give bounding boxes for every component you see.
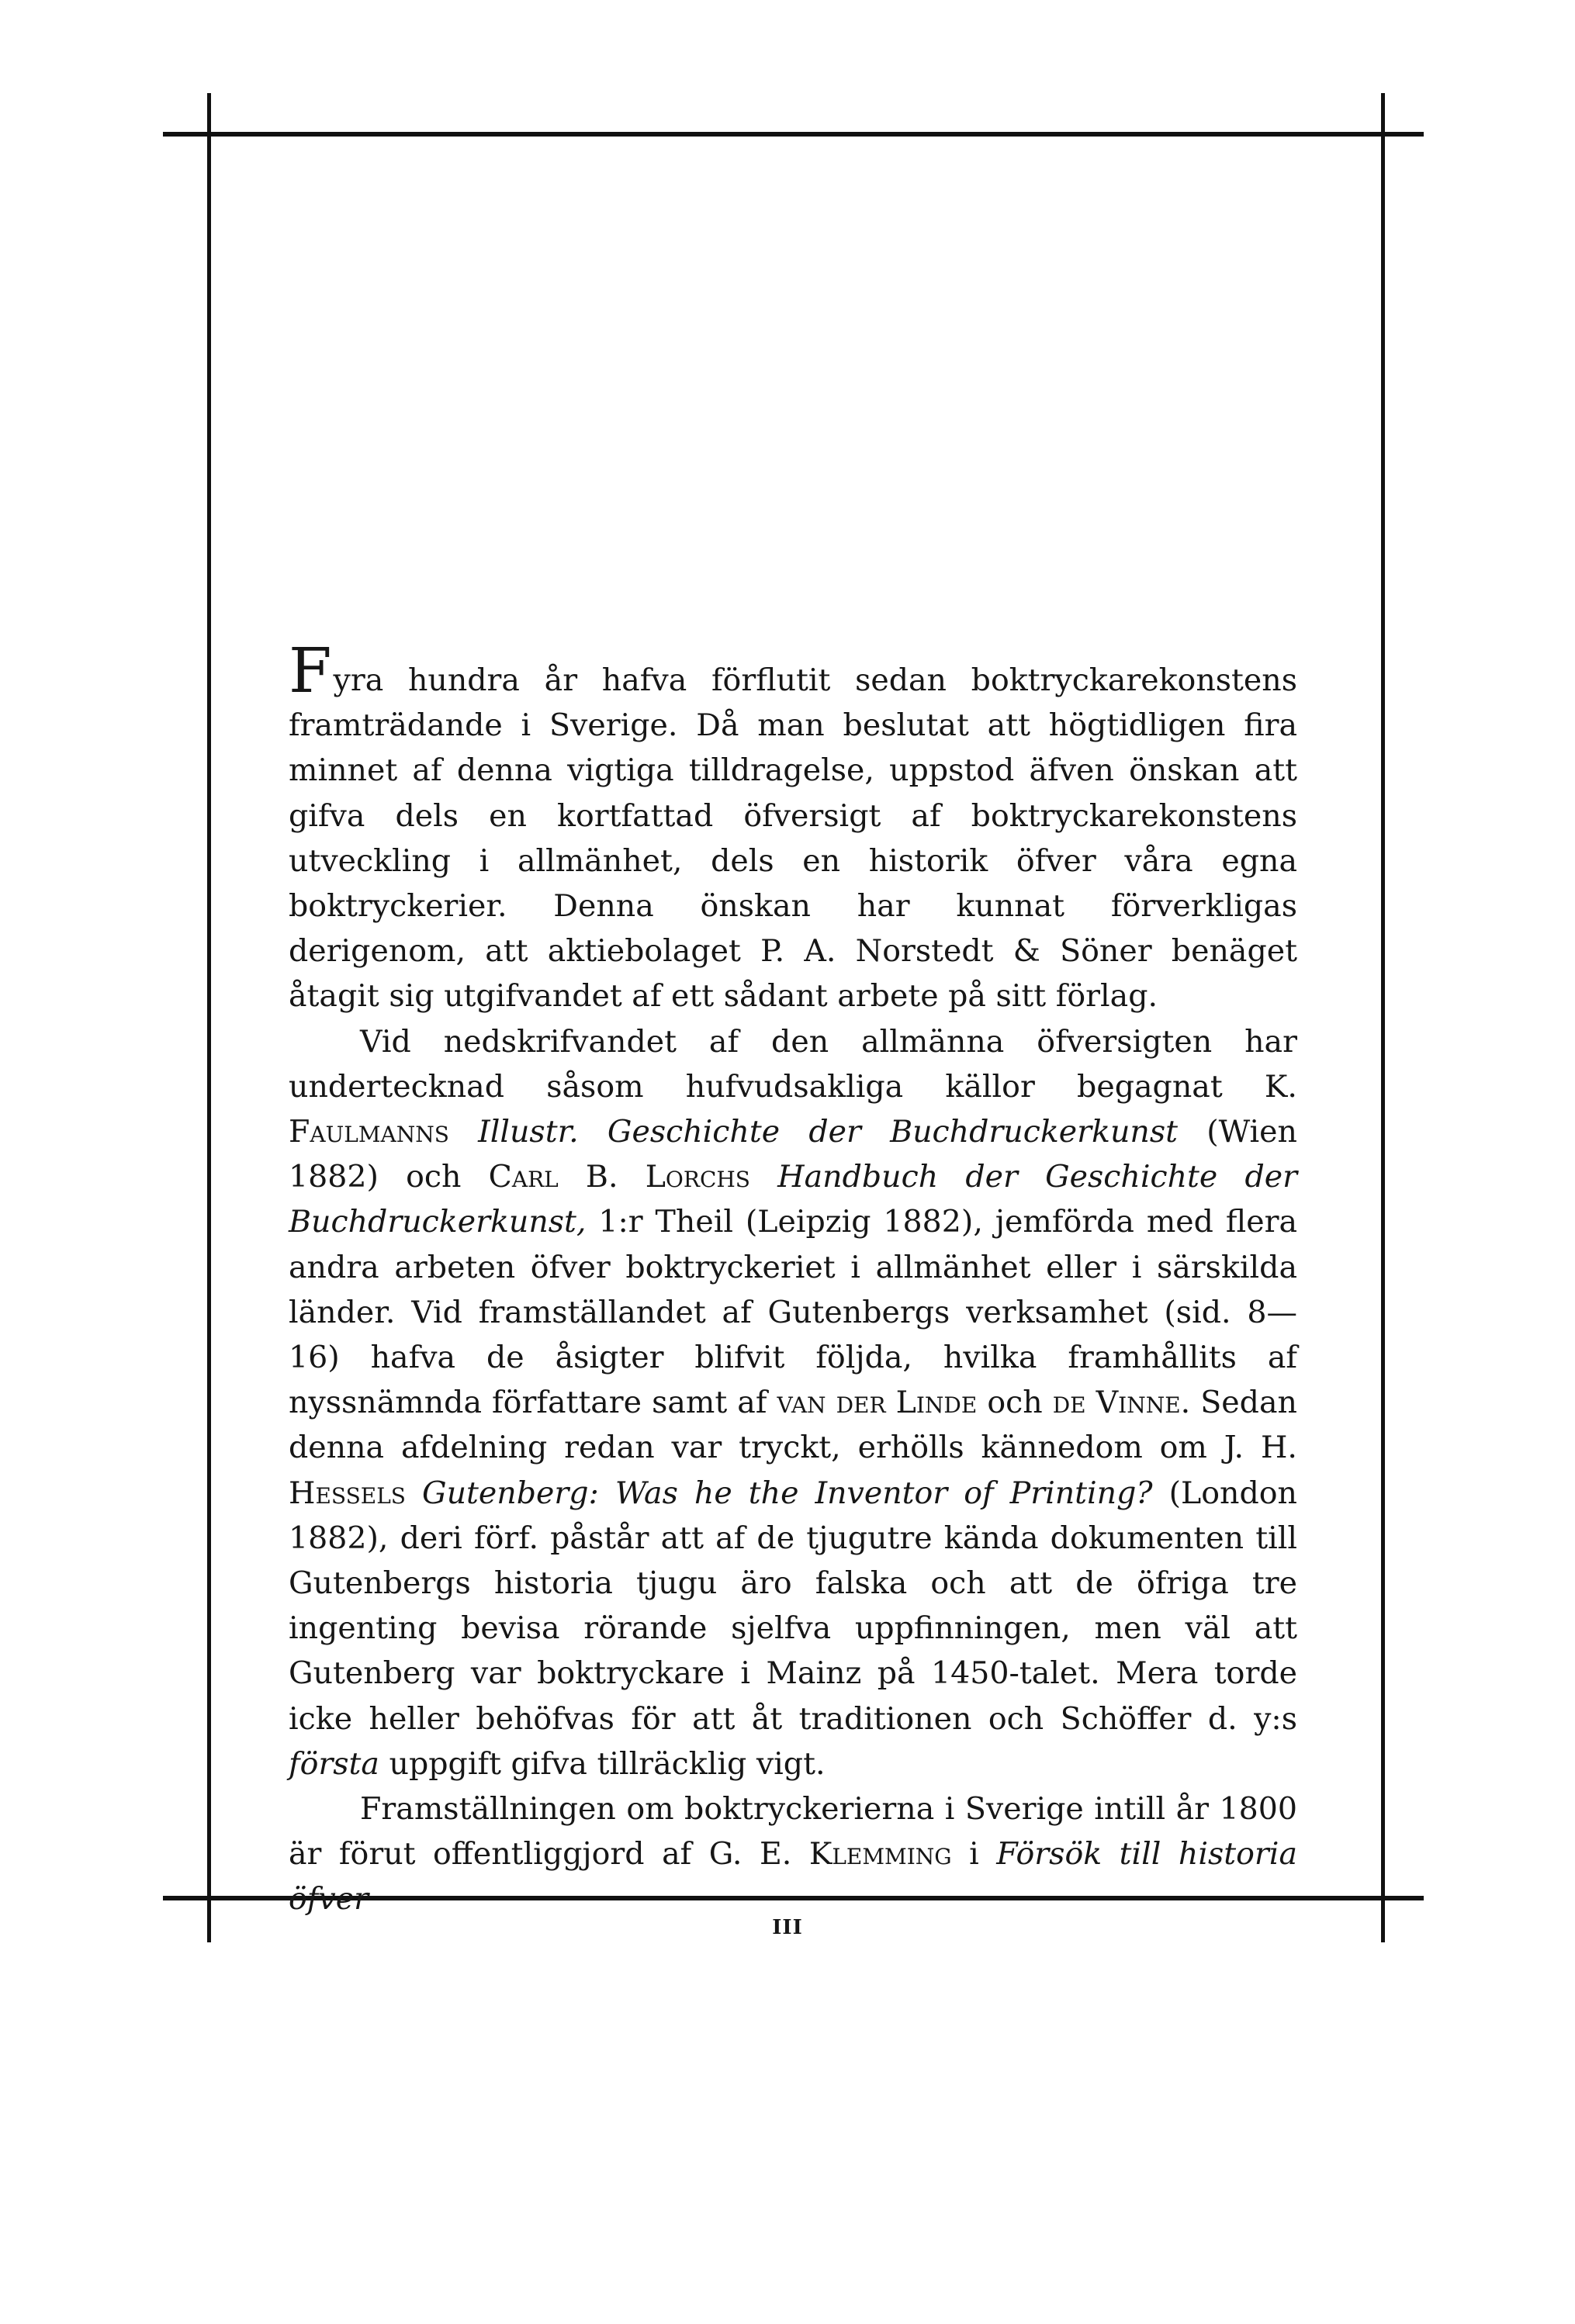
right-rule	[1381, 93, 1385, 1942]
paragraph-1: Fyra hundra år hafva förflutit sedan boktryckarekonstens framträdande i Sverige. Då man beslutat att högtidligen fira minnet af denna vigtiga tilldragelse, uppstod äfven önskan att gifva dels en kortfattad öfversigt af boktryckarekonstens utveckling i allmänhet, dels en historik öfver våra egna boktryckerier. Denna önskan har kunnat förverkligas derigenom, att aktiebolaget P. A. Norstedt & Söner benäget åtagit sig utgifvandet af ett sådant arbete på sitt förlag.	[289, 635, 1297, 1015]
paragraph-3: Framställningen om boktryckerierna i Sverige intill år 1800 är förut offentliggjord af G. E. Klemming i Försök till historia öfver	[289, 1791, 1297, 1918]
paragraph-2: Vid nedskrifvandet af den allmänna öfversigten har undertecknad såsom hufvudsakliga källor begagnat K. Faulmanns Illustr. Geschichte der Buchdruckerkunst (Wien 1882) och Carl B. Lorchs Handbuch der Geschichte der Buchdruckerkunst, 1:r Theil (Leipzig 1882), jemförda med flera andra arbeten öfver boktryckeriet i allmänhet eller i särskilda länder. Vid framställandet af Gutenbergs verksamhet (sid. 8—16) hafva de åsigter blifvit följda, hvilka framhållits af nyssnämnda författare samt af van der Linde och de Vinne. Sedan denna afdelning redan var tryckt, erhölls kännedom om J. H. Hessels Gutenberg: Was he the Inventor of Printing? (London 1882), deri förf. påstår att af de tjugutre kända dokumenten till Gutenbergs historia tjugu äro falska och att de öfriga tre ingenting bevisa rörande sjelfva uppfinningen, men väl att Gutenberg var boktryckare i Mainz på 1450-talet. Mera torde icke heller behöfvas för att åt traditionen och Schöffer d. y:s första uppgift gifva tillräcklig vigt.	[289, 1023, 1297, 1782]
book-title: Handbuch der Geschichte der Buchdruckerkunst,	[289, 1159, 1297, 1240]
author-name: Faulmanns	[289, 1114, 449, 1150]
author-name: Lorchs	[645, 1159, 750, 1195]
author-name: van der Linde	[777, 1385, 978, 1421]
drop-cap: F	[289, 635, 332, 707]
top-rule	[163, 132, 1424, 137]
book-title: Gutenberg: Was he the Inventor of Printing?	[422, 1475, 1153, 1511]
author-name: Carl	[488, 1159, 559, 1195]
left-rule	[207, 93, 211, 1942]
book-title: Försök till historia öfver	[289, 1836, 1297, 1918]
body-text	[289, 635, 1297, 1922]
author-name: Hessels	[289, 1475, 406, 1511]
book-title: Illustr. Geschichte der Buchdruckerkunst	[478, 1114, 1178, 1150]
emphasis: första	[289, 1745, 379, 1782]
page-number: III	[772, 1916, 803, 1939]
author-name: de Vinne	[1052, 1385, 1181, 1421]
author-name: Klemming	[808, 1836, 952, 1873]
